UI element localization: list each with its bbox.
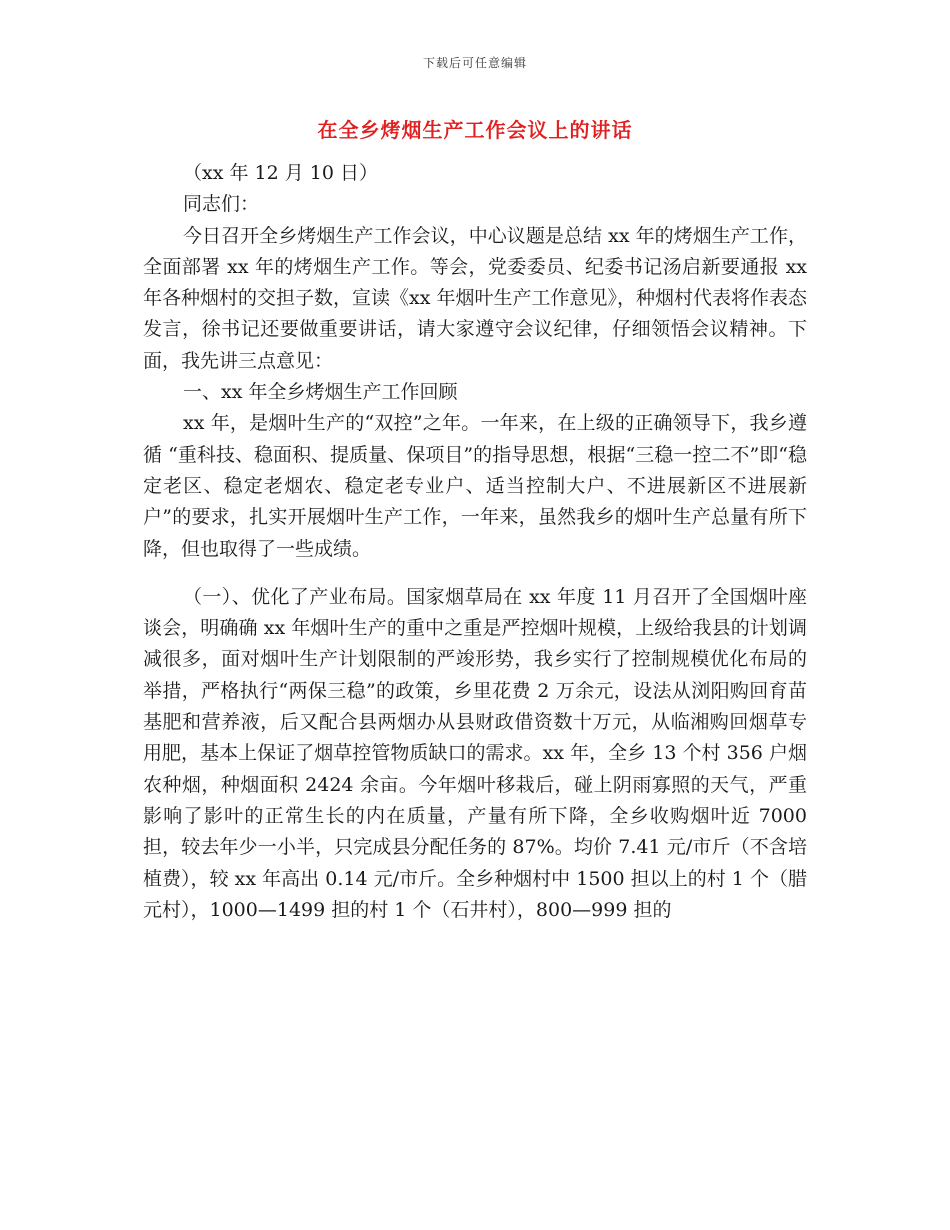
section-heading: 一、xx 年全乡烤烟生产工作回顾 — [183, 381, 458, 404]
salutation: 同志们： — [183, 193, 260, 216]
paragraph-intro: 今日召开全乡烤烟生产工作会议，中心议题是总结 xx 年的烤烟生产工作，全面部署 xx 年的烤烟生产工作。等会，党委委员、纪委书记汤启新要通报 xx 年各种烟村的交担子数，宣读《xx 年烟叶生产工作意见》，种烟村代表将作表态发言，徐书记还要做重要讲话，请大家遵守会议纪律，仔细领悟会议精神。下面，我先讲三点意见： — [143, 224, 807, 372]
paragraph-review: xx 年，是烟叶生产的“双控”之年。一年来，在上级的正确领导下，我乡遵循 “重科技、稳面积、提质量、保项目”的指导思想，根据“三稳一控二不”即“稳定老区、稳定老烟农、稳定老专业户、适当控制大户、不进展新区不进展新户”的要求，扎实开展烟叶生产工作，一年来，虽然我乡的烟叶生产总量有所下降，但也取得了一些成绩。 — [143, 412, 807, 560]
document-date: （xx 年 12 月 10 日） — [183, 162, 378, 184]
page-header-note: 下载后可任意编辑 — [422, 56, 527, 70]
document-title: 在全乡烤烟生产工作会议上的讲话 — [317, 118, 633, 142]
document-body — [143, 158, 807, 926]
paragraph-layout: （一）、优化了产业布局。国家烟草局在 xx 年度 11 月召开了全国烟叶座谈会，明确确 xx 年烟叶生产的重中之重是严控烟叶规模，上级给我县的计划调减很多，面对烟叶生产计划限制的严竣形势，我乡实行了控制规模优化布局的举措，严格执行“两保三稳”的政策，乡里花费 2 万余元，设法从浏阳购回育苗基肥和营养液，后又配合县两烟办从县财政借资数十万元，从临湘购回烟草专用肥，基本上保证了烟草控管物质缺口的需求。xx 年，全乡 13 个村 356 户烟农种烟，种烟面积 2424 余亩。今年烟叶移栽后，碰上阴雨寡照的天气，严重影响了影叶的正常生长的内在质量，产量有所下降，全乡收购烟叶近 7000 担，较去年少一小半，只完成县分配任务的 87%。均价 7.41 元/市斤（不含培植费），较 xx 年高出 0.14 元/市斤。全乡种烟村中 1500 担以上的村 1 个（腊元村），1000—1499 担的村 1 个（石井村），800—999 担的 — [143, 585, 807, 921]
